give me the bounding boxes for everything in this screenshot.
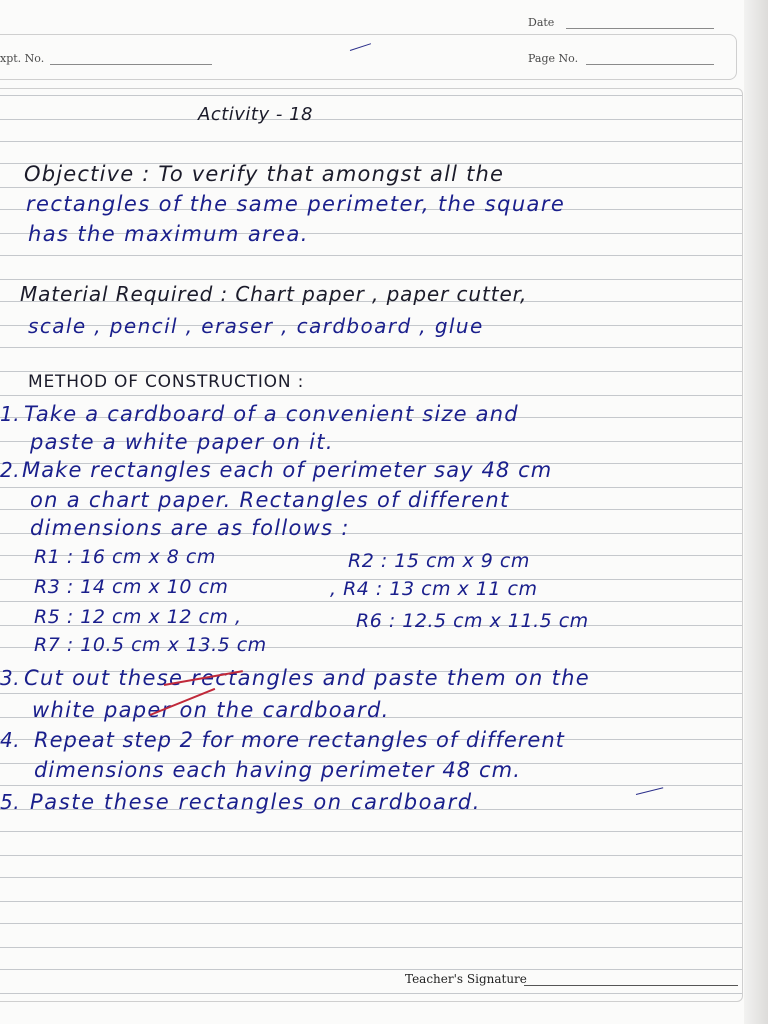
step-2-line-1: Make rectangles each of perimeter say 48 cm [22, 458, 553, 482]
objective-line-3: has the maximum area. [28, 222, 309, 246]
rectangle-r1: R1 : 16 cm x 8 cm [34, 546, 216, 568]
step-1-line-1: Take a cardboard of a convenient size and [24, 402, 519, 426]
activity-title: Activity - 18 [198, 104, 313, 125]
material-line-1: Material Required : Chart paper , paper cutter, [20, 282, 528, 306]
step-5-number: 5. [0, 790, 21, 814]
page-edge-shadow [744, 0, 768, 1024]
expt-no-label: xpt. No. [0, 52, 45, 65]
rectangle-r6: R6 : 12.5 cm x 11.5 cm [356, 610, 589, 632]
expt-no-line [50, 64, 212, 65]
teacher-signature-line [524, 985, 738, 986]
rectangle-r7: R7 : 10.5 cm x 13.5 cm [34, 634, 267, 656]
rectangle-r3: R3 : 14 cm x 10 cm [34, 576, 229, 598]
date-label: Date [528, 16, 555, 29]
step-4-line-2: dimensions each having perimeter 48 cm. [34, 758, 522, 782]
header-box [0, 34, 737, 80]
step-4-number: 4. [0, 728, 21, 752]
page-no-line [586, 64, 714, 65]
rectangle-r2: R2 : 15 cm x 9 cm [348, 550, 530, 572]
objective-line-2: rectangles of the same perimeter, the square [26, 192, 566, 216]
step-2-number: 2. [0, 458, 21, 482]
material-line-2: scale , pencil , eraser , cardboard , glue [28, 314, 484, 338]
step-3-number: 3. [0, 666, 21, 690]
teacher-signature-label: Teacher's Signature [405, 972, 527, 986]
step-1-number: 1. [0, 402, 21, 426]
rectangle-r5: R5 : 12 cm x 12 cm , [34, 606, 242, 628]
step-3-line-1: Cut out these rectangles and paste them on the [24, 666, 591, 690]
step-1-line-2: paste a white paper on it. [30, 430, 334, 454]
page-no-label: Page No. [528, 52, 579, 65]
step-4-line-1: Repeat step 2 for more rectangles of different [34, 728, 565, 752]
date-line [566, 28, 714, 29]
step-2-line-2: on a chart paper. Rectangles of different [30, 488, 510, 512]
objective-line-1: Objective : To verify that amongst all the [24, 162, 505, 186]
rectangle-r4: , R4 : 13 cm x 11 cm [330, 578, 538, 600]
step-2-line-3: dimensions are as follows : [30, 516, 350, 540]
step-5-line-1: Paste these rectangles on cardboard. [30, 790, 482, 814]
step-3-line-2: white paper on the cardboard. [32, 698, 390, 722]
method-heading: METHOD OF CONSTRUCTION : [28, 372, 305, 392]
